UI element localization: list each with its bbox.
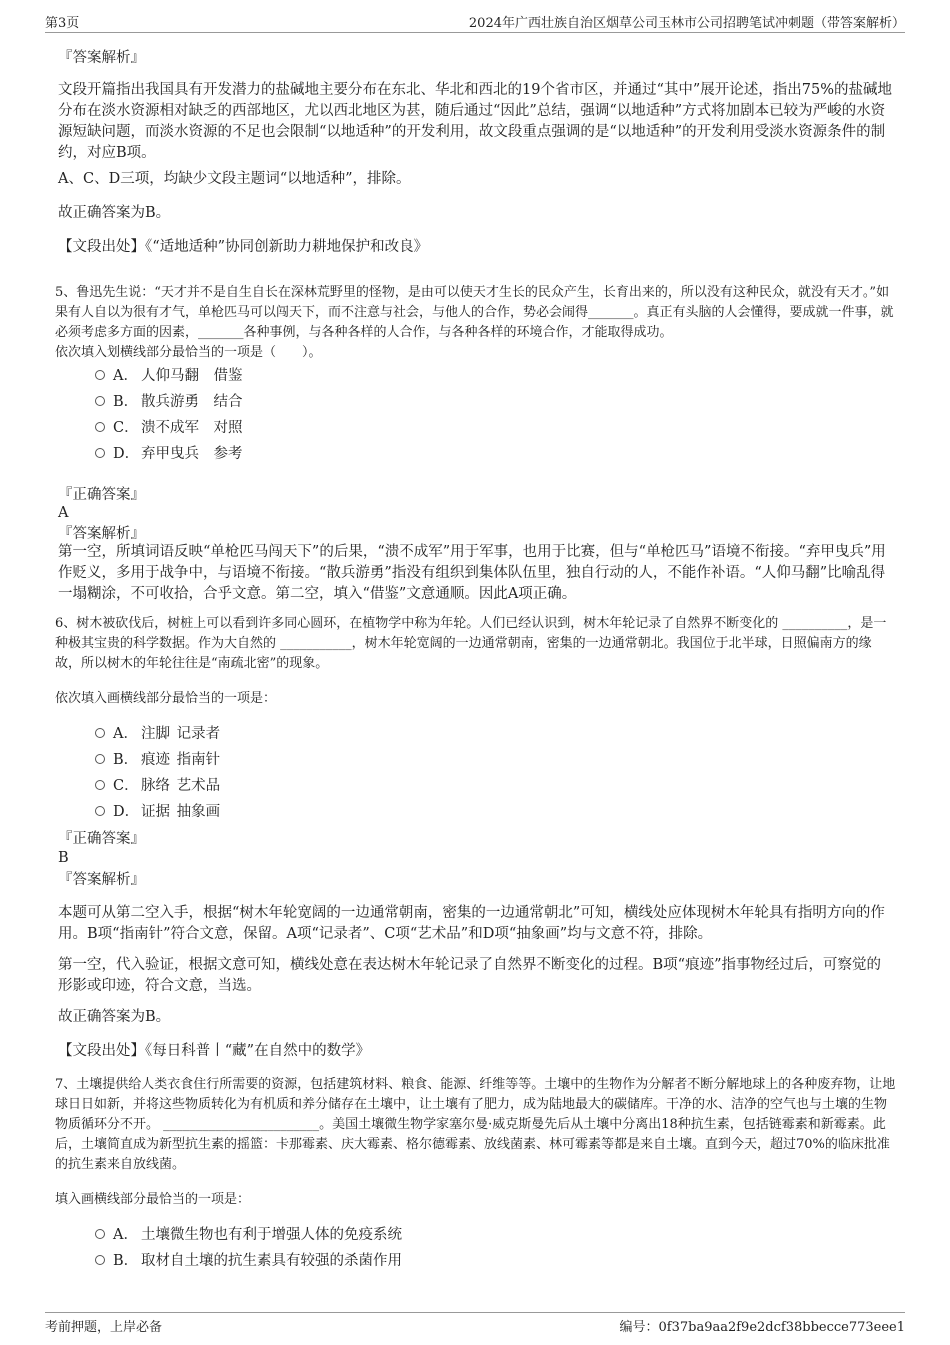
radio-icon[interactable]: [95, 806, 105, 816]
footer-slogan: 考前押题，上岸必备: [45, 1320, 163, 1335]
radio-icon[interactable]: [95, 780, 105, 790]
q6-option-b[interactable]: B． 痕迹 指南针: [95, 750, 220, 770]
document-title: 2024年广西壮族自治区烟草公司玉林市公司招聘笔试冲刺题（带答案解析）: [468, 16, 905, 31]
q4-analysis-p3: 故正确答案为B。: [58, 205, 171, 221]
radio-icon[interactable]: [95, 448, 105, 458]
q6-analysis-p1: 本题可从第二空入手，根据“树木年轮宽阔的一边通常朝南，密集的一边通常朝北”可知，横线处应体现树木年轮具有指明方向的作用。B项“指南针”符合文意，保留。A项“记录者”、C项“艺术品”和D项“抽象画”均与文意不符，排除。: [58, 905, 885, 942]
radio-icon[interactable]: [95, 422, 105, 432]
q4-analysis-p2: A、C、D三项，均缺少文段主题词“以地适种”，排除。: [58, 171, 411, 187]
radio-icon[interactable]: [95, 1229, 105, 1239]
q6-answer: B: [58, 850, 69, 866]
radio-icon[interactable]: [95, 396, 105, 406]
q6-option-c[interactable]: C． 脉络 艺术品: [95, 776, 220, 796]
q5-option-d[interactable]: D． 弃甲曳兵 参考: [95, 444, 243, 464]
q6-analysis-p3: 故正确答案为B。: [58, 1009, 171, 1025]
page-header: [45, 12, 905, 33]
radio-icon[interactable]: [95, 1255, 105, 1265]
q6-option-d[interactable]: D． 证据 抽象画: [95, 802, 220, 822]
page-footer: [45, 1312, 905, 1337]
q7-prompt: 填入画横线部分最恰当的一项是：: [55, 1192, 251, 1207]
q6-source: 【文段出处】《每日科普丨“藏”在自然中的数学》: [58, 1043, 371, 1059]
q5-analysis-label: 『答案解析』: [58, 526, 145, 542]
q5-answer: A: [58, 505, 69, 521]
q7-stem: 7、土壤提供给人类衣食住行所需要的资源，包括建筑材料、粮食、能源、纤维等等。土壤中的生物作为分解者不断分解地球上的各种废弃物，让地球日日如新，并将这些物质转化为有机质和养分储存在土壤中，让土壤有了肥力，成为陆地最大的碳储库。干净的水、洁净的空气也与土壤的生物物质循环分不开。 ________________________。美国土壤微生物学家塞尔曼·威克斯曼先后从土壤中分离出18种抗生素，包括链霉素和新霉素。此后，土壤简直成为新型抗生素的摇篮：卡那霉素、庆大霉素、格尔德霉素、放线菌素、林可霉素等都是来自土壤。直到今天，超过70%的临床批准的抗生素来自放线菌。: [55, 1077, 896, 1172]
q5-option-c[interactable]: C． 溃不成军 对照: [95, 418, 243, 438]
q4-analysis-label: 『答案解析』: [58, 50, 145, 66]
radio-icon[interactable]: [95, 754, 105, 764]
q6-stem: 6、树木被砍伐后，树桩上可以看到许多同心圆环，在植物学中称为年轮。人们已经认识到，树木年轮记录了自然界不断变化的 __________，是一种极其宝贵的科学数据。作为大自然的 ___________，树木年轮宽阔的一边通常朝南，密集的一边通常朝北。我国位于北半球，日照偏南方的缘故，所以树木的年轮往往是“南疏北密”的现象。: [55, 616, 887, 671]
q7-option-a[interactable]: A． 土壤微生物也有利于增强人体的免疫系统: [95, 1225, 402, 1245]
q6-analysis-p2: 第一空，代入验证，根据文意可知，横线处意在表达树木年轮记录了自然界不断变化的过程。B项“痕迹”指事物经过后，可察觉的形影或印迹，符合文意，当选。: [58, 957, 881, 994]
q4-source: 【文段出处】《“适地适种”协同创新助力耕地保护和改良》: [58, 239, 429, 255]
q6-prompt: 依次填入画横线部分最恰当的一项是：: [55, 691, 277, 706]
q6-analysis-label: 『答案解析』: [58, 872, 145, 888]
q5-answer-label: 『正确答案』: [58, 487, 145, 503]
q5-prompt: 依次填入划横线部分最恰当的一项是（ ）。: [55, 345, 322, 360]
radio-icon[interactable]: [95, 370, 105, 380]
q5-option-b[interactable]: B． 散兵游勇 结合: [95, 392, 243, 412]
q5-stem: 5、鲁迅先生说：“天才并不是自生自长在深林荒野里的怪物，是由可以使天才生长的民众产生，长育出来的，所以没有这种民众，就没有天才。”如果有人自以为很有才气，单枪匹马可以闯天下，而不注意与社会，与他人的合作，势必会闹得_______。真正有头脑的人会懂得，要成就一件事，就必须考虑多方面的因素，_______各种事例，与各种各样的人合作，与各种各样的环境合作，才能取得成功。: [55, 285, 894, 340]
q6-option-a[interactable]: A． 注脚 记录者: [95, 724, 220, 744]
q5-analysis: 第一空，所填词语反映“单枪匹马闯天下”的后果，“溃不成军”用于军事，也用于比赛，但与“单枪匹马”语境不衔接。“弃甲曳兵”用作贬义，多用于战争中，与语境不衔接。“散兵游勇”指没有组织到集体队伍里，独自行动的人，不能作补语。“人仰马翻”比喻乱得一塌糊涂，不可收拾，合乎文意。第二空，填入“借鉴”文意通顺。因此A项正确。: [58, 544, 886, 602]
radio-icon[interactable]: [95, 728, 105, 738]
q5-option-a[interactable]: A． 人仰马翻 借鉴: [95, 366, 243, 386]
document-id: 编号：0f37ba9aa2f9e2dcf38bbecce773eee1: [619, 1320, 905, 1335]
page-number: 第3页: [45, 16, 80, 31]
q7-option-b[interactable]: B． 取材自土壤的抗生素具有较强的杀菌作用: [95, 1251, 402, 1271]
q6-answer-label: 『正确答案』: [58, 831, 145, 847]
q4-analysis-p1: 文段开篇指出我国具有开发潜力的盐碱地主要分布在东北、华北和西北的19个省市区，并通过“其中”展开论述，指出75%的盐碱地分布在淡水资源相对缺乏的西部地区，尤以西北地区为甚，随后通过“因此”总结，强调“以地适种”方式将加剧本已较为严峻的水资源短缺问题，而淡水资源的不足也会限制“以地适种”的开发利用，故文段重点强调的是“以地适种”的开发利用受淡水资源条件的制约，对应B项。: [58, 82, 892, 161]
